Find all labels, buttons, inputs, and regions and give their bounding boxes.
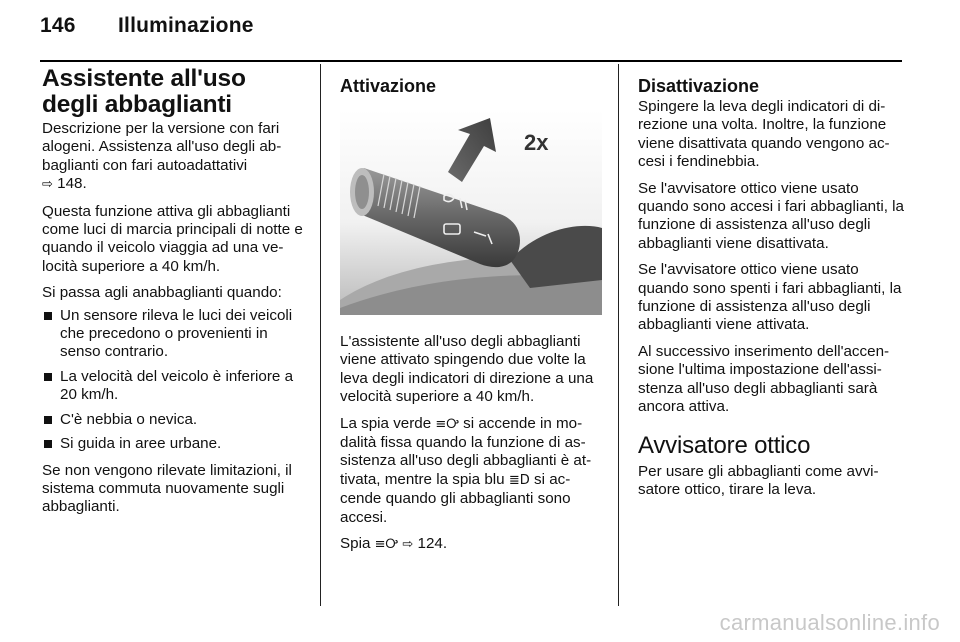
paragraph-text: si accende in mo-dalità fissa quando la funzione di as-sistenza all'uso degli abbaglianti è at-tivata, mentre la spia blu bbox=[340, 414, 592, 488]
page-header bbox=[40, 14, 254, 38]
turn-signal-lever-figure bbox=[340, 110, 602, 315]
paragraph: Per usare gli abbaglianti come avvi-satore ottico, tirare la leva. bbox=[638, 462, 879, 498]
paragraph: Se non vengono rilevate limitazioni, il sistema commuta nuovamente sugli abbaglianti. bbox=[42, 461, 292, 516]
paragraph: Spingere la leva degli indicatori di di-rezione una volta. Inoltre, la funzione viene disattivata quando vengono ac-cesi i fendinebbia. bbox=[638, 98, 890, 171]
section-title: Illuminazione bbox=[118, 14, 254, 37]
paragraph bbox=[42, 120, 304, 195]
watermark: carmanualsonline.info bbox=[719, 610, 940, 635]
paragraph bbox=[340, 535, 606, 554]
paragraph: Questa funzione attiva gli abbaglianti come luci di marcia principali di notte e quando il veicolo viaggia ad una ve-locità superiore a 40 km/h. bbox=[42, 202, 303, 275]
bullet-list bbox=[42, 307, 304, 454]
list-item-text: Si guida in aree urbane. bbox=[60, 435, 222, 453]
green-light-icon: ≡Ꭴ bbox=[435, 416, 459, 432]
list-item bbox=[42, 435, 304, 453]
paragraph-text: La spia verde bbox=[340, 414, 432, 432]
subsection-heading: Attivazione bbox=[340, 76, 437, 96]
section-heading: Avvisatore ottico bbox=[638, 431, 811, 459]
bullet-icon bbox=[44, 440, 52, 448]
subsection-heading: Disattivazione bbox=[638, 76, 760, 96]
cross-reference-icon: ⇨ bbox=[402, 537, 414, 553]
list-item-text: C'è nebbia o nevica. bbox=[60, 410, 198, 428]
column-divider-2 bbox=[618, 64, 619, 606]
list-item bbox=[42, 307, 304, 362]
cross-reference-icon: ⇨ bbox=[42, 177, 53, 193]
paragraph bbox=[340, 415, 606, 527]
section-heading: Assistente all'uso degli abbaglianti bbox=[42, 65, 246, 118]
paragraph-text: Spia bbox=[340, 535, 371, 553]
column-1 bbox=[42, 66, 304, 525]
paragraph: Al successivo inserimento dell'accen-sione l'ultima impostazione dell'assi-stenza all'uso degli abbaglianti sarà ancora attiva. bbox=[638, 342, 890, 416]
list-item bbox=[42, 411, 304, 429]
header-rule bbox=[40, 60, 902, 62]
paragraph: Se l'avvisatore ottico viene usato quando sono accesi i fari abbaglianti, la funzione di assistenza all'uso degli abbaglianti viene disattivata. bbox=[638, 179, 904, 252]
bullet-icon bbox=[44, 312, 52, 320]
list-item bbox=[42, 368, 304, 405]
cross-reference-page: 124. bbox=[417, 535, 448, 553]
indicator-light-icon: ≡Ꭴ bbox=[374, 537, 399, 553]
column-3 bbox=[638, 66, 904, 507]
column-2 bbox=[340, 66, 606, 562]
page-number: 146 bbox=[40, 14, 76, 37]
paragraph: L'assistente all'uso degli abbaglianti viene attivato spingendo due volte la leva degli indicatori di direzione a una velocità superiore a 40 km/h. bbox=[340, 333, 594, 406]
paragraph: Si passa agli anabbaglianti quando: bbox=[42, 284, 282, 302]
paragraph-text: Descrizione per la versione con fari alogeni. Assistenza all'uso degli ab-baglianti con fari autoadattativi bbox=[42, 120, 282, 174]
bullet-icon bbox=[44, 416, 52, 424]
figure-label: 2x bbox=[524, 130, 549, 155]
blue-high-beam-icon: ≣D bbox=[508, 472, 530, 488]
list-item-text: La velocità del veicolo è inferiore a 20 km/h. bbox=[60, 367, 294, 404]
paragraph: Se l'avvisatore ottico viene usato quando sono spenti i fari abbaglianti, la funzione di assistenza all'uso degli abbaglianti viene attivata. bbox=[638, 261, 902, 334]
cross-reference-page: 148. bbox=[57, 175, 87, 193]
bullet-icon bbox=[44, 373, 52, 381]
paragraph-text: si ac-cende quando gli abbaglianti sono accesi. bbox=[340, 470, 571, 526]
column-divider-1 bbox=[320, 64, 321, 606]
list-item-text: Un sensore rileva le luci dei veicoli che precedono o provenienti in senso contrario. bbox=[60, 306, 293, 361]
